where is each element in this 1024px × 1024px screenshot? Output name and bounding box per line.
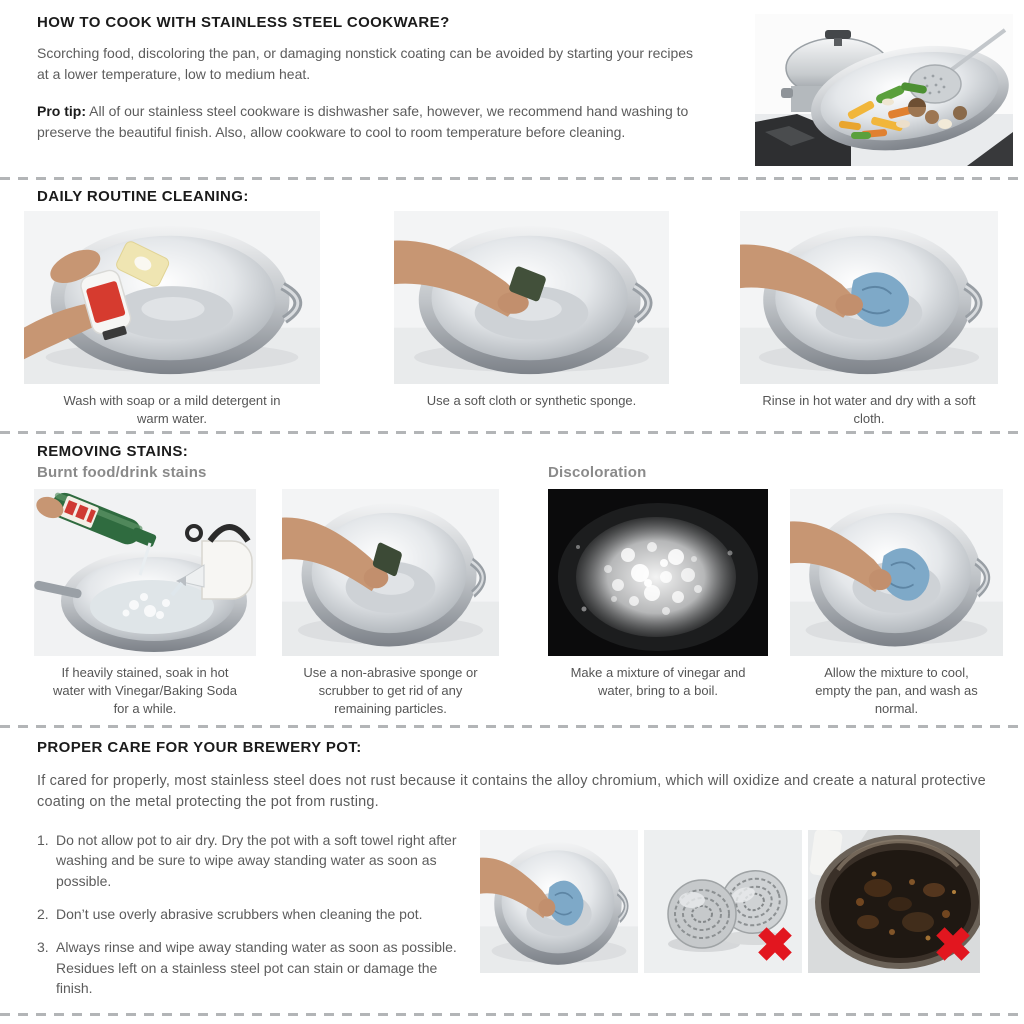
care-tip-3 [37,937,473,998]
heading-removing-stains: REMOVING STAINS: [37,443,189,460]
photo-scrub-sponge [282,489,499,718]
photo-burnt-pot [808,830,980,973]
photo-soak-vinegar [34,489,256,718]
care-photos-row [480,830,980,1011]
photo-dry-cloth [740,211,998,428]
dashed-divider-3 [0,725,1024,728]
subheading-burnt-stains: Burnt food/drink stains [37,464,207,481]
not-allowed-x-icon [929,920,977,968]
subheading-discoloration: Discoloration [548,464,647,481]
care-tip-2-number: 2. [37,905,49,922]
daily-caption-3: Rinse in hot water and dry with a soft cloth. [762,393,976,426]
cook-paragraph: Scorching food, discoloring the pan, or damaging nonstick coating can be avoided by starting your recipes at a lower temperature, low to medium heat. [37,45,694,82]
heading-how-to-cook: HOW TO COOK WITH STAINLESS STEEL COOKWARE? [37,14,450,31]
daily-caption-1: Wash with soap or a mild detergent in warm water. [63,393,281,426]
heading-daily-cleaning: DAILY ROUTINE CLEANING: [37,188,249,205]
pro-tip-label: Pro tip: [37,103,86,119]
section-how-to-cook [37,14,1013,143]
care-bottom-row [0,830,1024,1011]
section-daily-cleaning [0,188,1024,428]
photo-steel-scrubbers [644,830,802,973]
scrub-sponge-illustration [282,489,499,656]
photo-boiling-mixture [548,489,768,718]
daily-steps-row [0,211,1024,428]
care-tip-1-number: 1. [37,832,49,849]
care-tip-3-number: 3. [37,939,49,956]
photo-wash-soap [24,211,320,428]
wash-soap-illustration [24,211,320,384]
wok-cooking-photo [755,14,1013,166]
stains-caption-4: Allow the mixture to cool, empty the pan, and wash as normal. [815,665,978,716]
dashed-divider-2 [0,431,1024,434]
stains-steps-row [0,489,1024,718]
daily-caption-2: Use a soft cloth or synthetic sponge. [426,393,637,408]
stains-caption-1: If heavily stained, soak in hot water with Vinegar/Baking Soda for a while. [52,665,238,716]
photo-sponge-wipe [394,211,669,428]
cook-pro-tip [37,101,697,143]
care-tip-2-text: Don’t use overly abrasive scrubbers when cleaning the pot. [56,905,423,922]
care-paragraph: If cared for properly, most stainless steel does not rust because it contains the alloy chromium, which will oxidize and create a natural protective coating on the metal protecting the pot from rusting. [37,773,986,811]
care-tip-3-text: Always rinse and wipe away standing water as soon as possible. Residues left on a stainless steel pot can stain or damage the finish. [56,939,457,996]
photo-towel-dry [480,830,638,973]
heading-proper-care: PROPER CARE FOR YOUR BREWERY POT: [37,739,362,756]
stains-subheadings [0,464,1024,486]
soak-vinegar-illustration [34,489,256,656]
care-tip-1 [37,830,473,891]
stains-caption-2: Use a non-abrasive sponge or scrubber to get rid of any remaining particles. [303,665,478,716]
wash-normal-illustration [790,489,1003,656]
towel-dry-illustration [480,830,638,973]
dashed-divider-4 [0,1013,1024,1016]
dry-cloth-illustration [740,211,998,384]
photo-wash-normal [790,489,1003,718]
pro-tip-text: All of our stainless steel cookware is dishwasher safe, however, we recommend hand washing to preserve the beautiful finish. Also, allow cookware to cool to room temperature before cleaning. [37,103,689,140]
sponge-wipe-illustration [394,211,669,384]
dashed-divider-1 [0,177,1024,180]
boiling-mixture-illustration [548,489,768,656]
wok-vegetables-illustration [755,14,1013,166]
care-tips-list [37,830,473,1011]
care-tip-1-text: Do not allow pot to air dry. Dry the pot with a soft towel right after washing and be sure to wipe away standing water as soon as possible. [56,832,457,889]
not-allowed-x-icon [751,920,799,968]
stains-caption-3: Make a mixture of vinegar and water, bring to a boil. [570,665,746,698]
care-tip-2 [37,904,473,924]
section-proper-care [0,739,1024,1011]
cook-text-block [37,14,705,143]
section-removing-stains [0,443,1024,718]
